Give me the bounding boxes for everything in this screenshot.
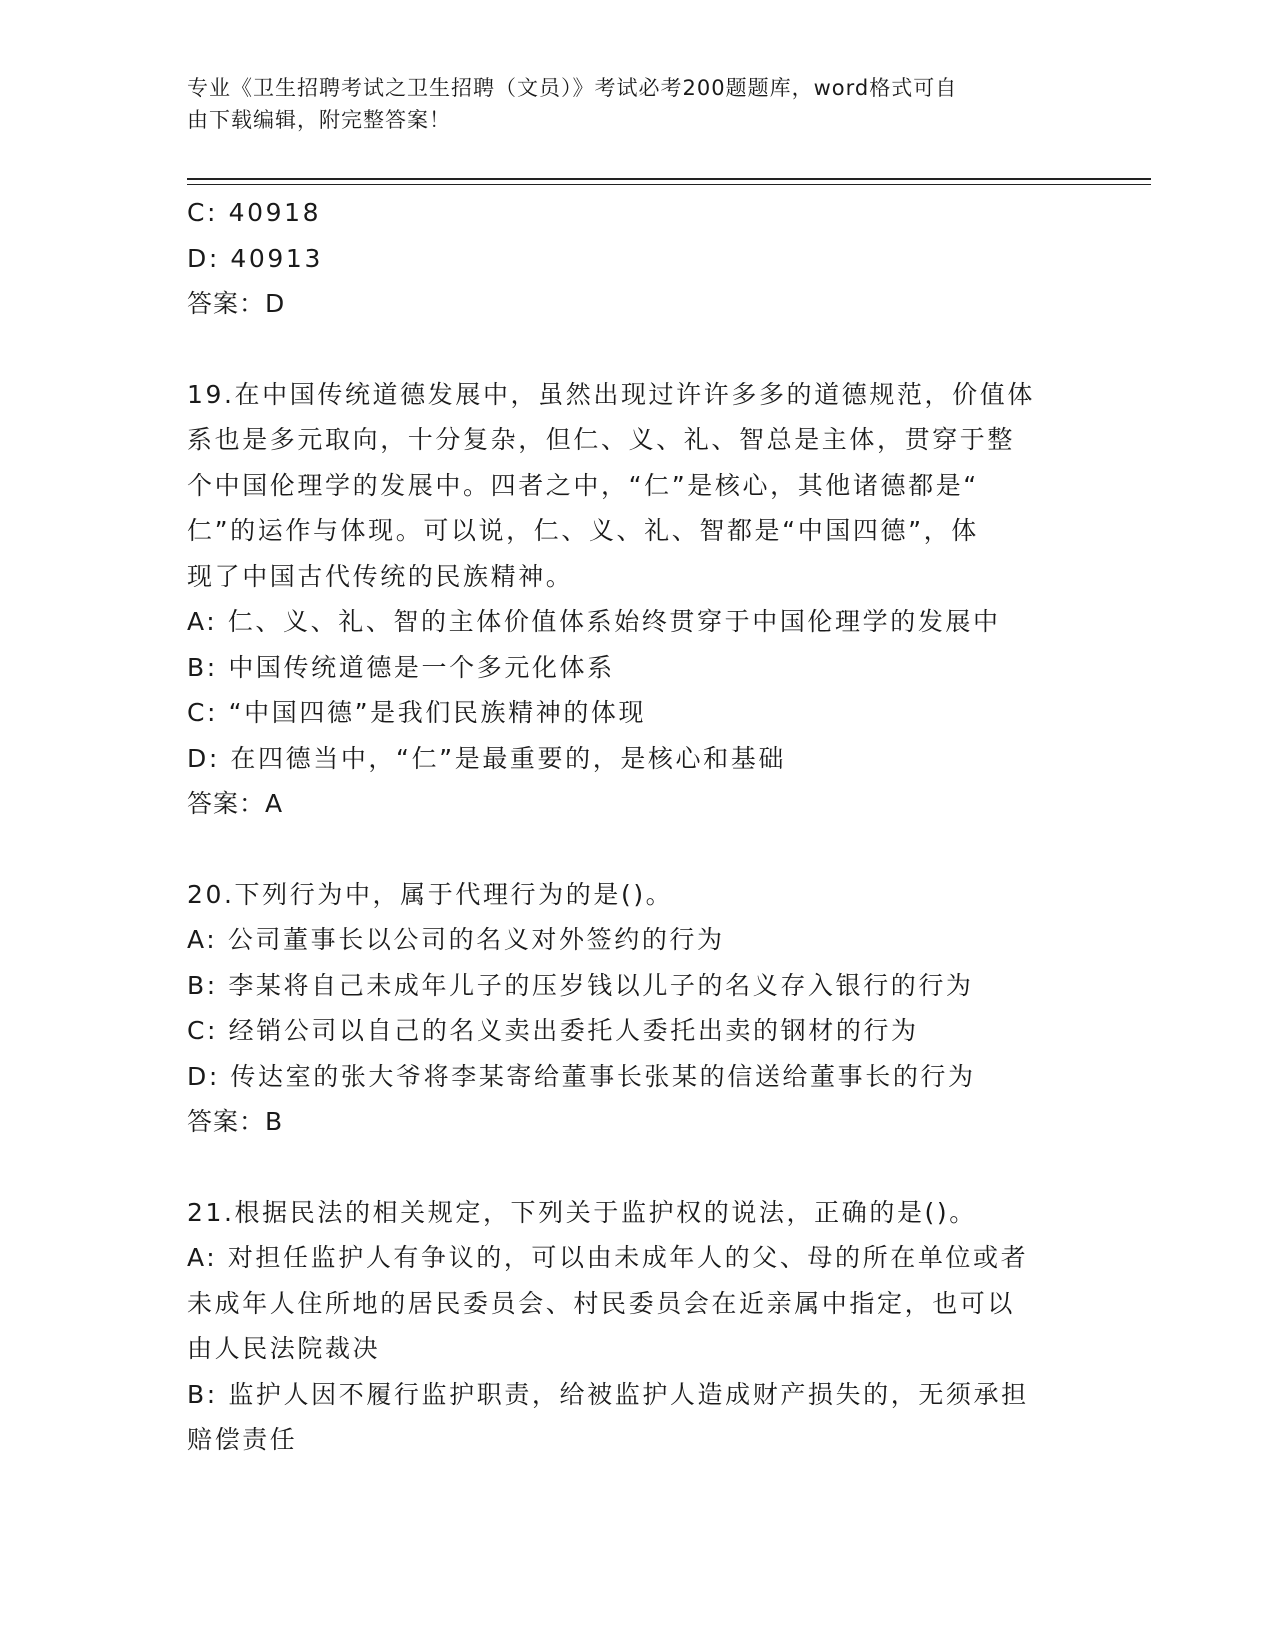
spacer xyxy=(187,327,1087,372)
page-header xyxy=(187,72,1067,136)
option-b: B: 李某将自己未成年儿子的压岁钱以儿子的名义存入银行的行为 xyxy=(187,970,974,1000)
option-a: 未成年人住所地的居民委员会、村民委员会在近亲属中指定，也可以 xyxy=(187,1288,1016,1318)
option-a: A: 对担任监护人有争议的，可以由未成年人的父、母的所在单位或者 xyxy=(187,1243,1029,1272)
question-content xyxy=(187,190,1087,1463)
option-c: C: “中国四德”是我们民族精神的体现 xyxy=(187,698,647,727)
question-text: 系也是多元取向，十分复杂，但仁、义、礼、智总是主体，贯穿于整 xyxy=(187,425,1016,454)
option-d: D: 传达室的张大爷将李某寄给董事长张某的信送给董事长的行为 xyxy=(187,1061,976,1091)
question-20 xyxy=(187,872,1087,1145)
option-d: D: 40913 xyxy=(187,243,323,273)
question-text: 个中国伦理学的发展中。四者之中，“仁”是核心，其他诸德都是“ xyxy=(187,470,979,500)
question-text: 21.根据民法的相关规定，下列关于监护权的说法，正确的是()。 xyxy=(187,1197,977,1227)
question-text: 19.在中国传统道德发展中，虽然出现过许许多多的道德规范，价值体 xyxy=(187,379,1035,409)
question-19 xyxy=(187,372,1087,827)
question-text: 现了中国古代传统的民族精神。 xyxy=(187,561,574,591)
spacer xyxy=(187,1145,1087,1190)
option-a: A: 公司董事长以公司的名义对外签约的行为 xyxy=(187,925,725,954)
question-21 xyxy=(187,1190,1087,1463)
option-a: A: 仁、义、礼、智的主体价值体系始终贯穿于中国伦理学的发展中 xyxy=(187,607,1001,636)
option-c: C: 经销公司以自己的名义卖出委托人委托出卖的钢材的行为 xyxy=(187,1016,919,1045)
question-18 xyxy=(187,190,1087,327)
option-b: B: 监护人因不履行监护职责，给被监护人造成财产损失的，无须承担 xyxy=(187,1379,1029,1409)
option-b: 赔偿责任 xyxy=(187,1425,298,1454)
answer: 答案：B xyxy=(187,1107,284,1136)
header-divider-thin xyxy=(187,184,1151,185)
option-d: D: 在四德当中，“仁”是最重要的，是核心和基础 xyxy=(187,743,786,773)
question-text: 20.下列行为中，属于代理行为的是()。 xyxy=(187,879,674,909)
option-a: 由人民法院裁决 xyxy=(187,1334,381,1363)
answer: 答案：D xyxy=(187,289,286,318)
option-c: C: 40918 xyxy=(187,198,322,227)
header-line: 由下载编辑，附完整答案！ xyxy=(187,108,451,132)
option-b: B: 中国传统道德是一个多元化体系 xyxy=(187,652,615,682)
header-line: 专业《卫生招聘考试之卫生招聘（文员）》考试必考200题题库，word格式可自 xyxy=(187,76,958,100)
question-text: 仁”的运作与体现。可以说，仁、义、礼、智都是“中国四德”，体 xyxy=(187,516,979,545)
spacer xyxy=(187,827,1087,872)
answer: 答案：A xyxy=(187,789,284,818)
header-divider-thick xyxy=(187,178,1151,180)
